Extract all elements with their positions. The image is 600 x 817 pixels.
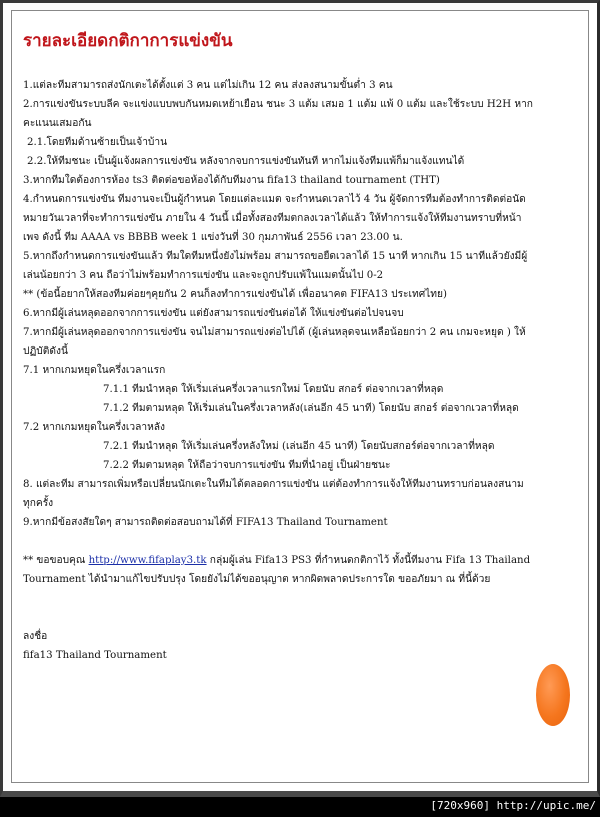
rule-7-2: 7.2 หากเกมหยุดในครึ่งเวลาหลัง — [23, 422, 166, 433]
rule-7-1-1: 7.1.1 ทีมนำหลุด ให้เริ่มเล่นครึ่งเวลาแรกใหม่ โดยนับ สกอร์ ต่อจากเวลาที่หลุด — [103, 384, 444, 395]
rule-2-2: 2.2.ให้ทีมชนะ เป็นผู้แจ้งผลการแข่งขัน หลังจากจบการแข่งขันทันที หากไม่แจ้งทีมแพ้ก็มาแจ้งแทนได้ — [27, 156, 465, 167]
rule-2-line-2: คะแนนเสมอกัน — [23, 118, 92, 129]
rule-2-1: 2.1.โดยทีมด้านซ้ายเป็นเจ้าบ้าน — [27, 137, 168, 148]
rule-7-1-2: 7.1.2 ทีมตามหลุด ให้เริ่มเล่นในครึ่งเวลาหลัง(เล่นอีก 45 นาที) โดยนับ สกอร์ ต่อจากเวลาที่หลุด — [103, 403, 519, 414]
spacer — [23, 589, 578, 608]
rule-4-line-1: 4.กำหนดการแข่งขัน ทีมงานจะเป็นผู้กำหนด โดยแต่ละแมต จะกำหนดเวลาไว้ 4 วัน ผู้จัดการทีมต้องทำการติดต่อนัด — [23, 194, 526, 205]
thanks-rest: กลุ่มผู้เล่น Fifa13 PS3 ที่กำหนดกติกาไว้ ทั้งนี้ทีมงาน Fifa 13 Thailand — [206, 555, 531, 566]
thanks-prefix: ** ขอขอบคุณ — [23, 555, 89, 566]
rule-6: 6.หากมีผู้เล่นหลุดออกจากการแข่งขัน แต่ยังสามารถแข่งขันต่อได้ ให้แข่งขันต่อไปจนจบ — [23, 308, 404, 319]
rule-7-1: 7.1 หากเกมหยุดในครึ่งเวลาแรก — [23, 365, 166, 376]
rule-3: 3.หากทีมใดต้องการห้อง ts3 ติดต่อขอห้องได้กับทีมงาน fifa13 thailand tournament (THT) — [23, 175, 440, 186]
rule-2-line-1: 2.การแข่งขันระบบลีค จะแข่งแบบพบกันหมดเหย้าเยือน ชนะ 3 แต้ม เสมอ 1 แต้ม แพ้ 0 แต้ม และใช้ระบบ H2H หาก — [23, 99, 533, 110]
source-link[interactable]: http://www.fifaplay3.tk — [88, 555, 207, 566]
thanks-line-1 — [23, 551, 578, 570]
rule-4-line-2: หมายวันเวลาที่จะทำการแข่งขัน ภายใน 4 วันนี้ เมื่อทั้งสองทีมตกลงเวลาได้แล้ว ให้ทำการแจ้งให้ทีมงานทราบที่หน้า — [23, 213, 522, 224]
watermark-text: [720x960] http://upic.me/ — [430, 799, 596, 812]
thanks-line-2: Tournament ได้นำมาแก้ไขปรับปรุง โดยยังไม่ได้ขออนุญาต หากผิดพลาดประการใด ขออภัยมา ณ ที่นี้ด้วย — [23, 574, 491, 585]
rule-7-line-1: 7.หากมีผู้เล่นหลุดออกจากการแข่งขัน จนไม่สามารถแข่งต่อไปได้ (ผู้เล่นหลุดจนเหลือน้อยกว่า 2 คน เกมจะหยุด ) ให้ — [23, 327, 526, 338]
signature-label: ลงชื่อ — [23, 631, 48, 642]
rule-8-line-1: 8. แต่ละทีม สามารถเพิ่มหรือเปลี่ยนนักเตะในทีมได้ตลอดการแข่งขัน แต่ต้องทำการแจ้งให้ทีมงานทราบก่อนลงสนาม — [23, 479, 524, 490]
rule-7-2-1: 7.2.1 ทีมนำหลุด ให้เริ่มเล่นครึ่งหลังใหม่ (เล่นอีก 45 นาที) โดยนับสกอร์ต่อจากเวลาที่หลุด — [103, 441, 495, 452]
rule-7-2-2: 7.2.2 ทีมตามหลุด ให้ถือว่าจบการแข่งขัน ทีมที่นำอยู่ เป็นฝ่ายชนะ — [103, 460, 391, 471]
rule-7-line-2: ปฏิบัติดังนี้ — [23, 346, 68, 357]
footer-bar — [0, 797, 600, 817]
rule-5-line-2: เล่นน้อยกว่า 3 คน ถือว่าไม่พร้อมทำการแข่งขัน และจะถูกปรับแพ้ในแมตนั้นไป 0-2 — [23, 270, 384, 281]
signature-name: fifa13 Thailand Tournament — [23, 650, 167, 661]
page-title: รายละเอียดกติกาการแข่งขัน — [23, 31, 233, 51]
spacer — [23, 532, 578, 551]
spacer — [23, 608, 578, 627]
rule-4-line-3: เพจ ดังนี้ ทีม AAAA vs BBBB week 1 แข่งวันที่ 30 กุมภาพันธ์ 2556 เวลา 23.00 น. — [23, 232, 403, 243]
rule-9: 9.หากมีข้อสงสัยใดๆ สามารถติดต่อสอบถามได้ที่ FIFA13 Thailand Tournament — [23, 517, 388, 528]
orange-oval-decoration — [536, 664, 570, 726]
rule-5-note: ** (ข้อนี้อยากให้สองทีมค่อยๆคุยกัน 2 คนก็ลงทำการแข่งขันได้ เพื่ออนาคต FIFA13 ประเทศไทย) — [23, 289, 447, 300]
document-body — [23, 30, 578, 665]
rule-5-line-1: 5.หากถึงกำหนดการแข่งขันแล้ว ทีมใดทีมหนึ่งยังไม่พร้อม สามารถขอยืดเวลาได้ 15 นาที หากเกิน 15 นาทีแล้วยังมีผู้ — [23, 251, 528, 262]
rule-8-line-2: ทุกครั้ง — [23, 498, 54, 509]
rule-1: 1.แต่ละทีมสามารถส่งนักเตะได้ตั้งแต่ 3 คน แต่ไม่เกิน 12 คน ส่งลงสนามขั้นต่ำ 3 คน — [23, 80, 393, 91]
